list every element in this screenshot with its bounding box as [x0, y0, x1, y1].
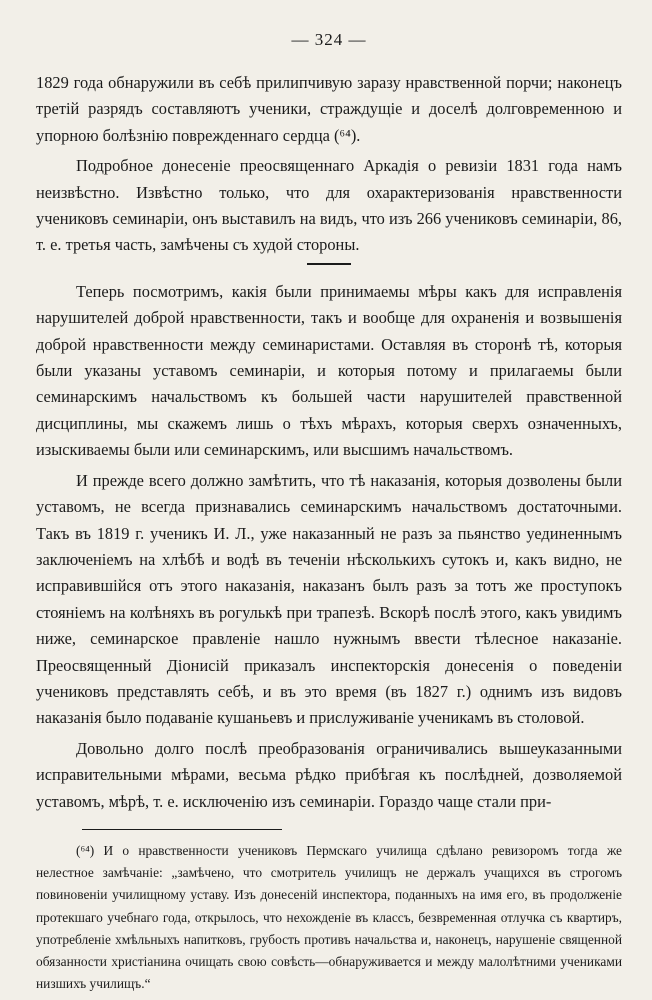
- footnote-64: (⁶⁴) И о нравственности учениковъ Пермскаго училища сдѣлано ревизоромъ тогда же нелестное замѣчаніе: „замѣчено, что смотритель училищъ не держалъ учащихся въ строгомъ повиновеніи училищному уставу. Изъ донесеній инспектора, поданныхъ на имя его, въ продолженіе протекшаго учебнаго года, открылось, что нехожденіе въ классъ, безвременная отлучка съ квартиръ, употребленіе хмѣльныхъ напитковъ, грубость противъ начальства и, наконецъ, нарушеніе священной обязанности христіанина очищать свою совѣсть—обнаруживается и между малолѣтними учениками низшихъ училищъ.“: [36, 842, 622, 992]
- section-divider: [307, 263, 351, 265]
- paragraph-arkady-revision: Подробное донесеніе преосвященнаго Аркадія о ревизіи 1831 года намъ неизвѣстно. Извѣстно только, что для охарактеризованія нравственности учениковъ семинаріи, онъ выставилъ на видъ, что изъ 266 учениковъ семинаріи, 86, т. е. третья часть, замѣчены съ худой стороны.: [36, 156, 622, 255]
- paragraph-punishments: И прежде всего должно замѣтить, что тѣ наказанія, которыя дозволены были уставомъ, не всегда признавались семинарскимъ начальствомъ достаточными. Такъ въ 1819 г. ученикъ И. Л., уже наказанный не разъ за пьянство уединеннымъ заключеніемъ на хлѣбѣ и водѣ въ теченіи нѣсколькихъ сутокъ и, какъ видно, не исправившійся отъ этого наказанія, наказанъ былъ разъ за тотъ же проступокъ стояніемъ на колѣняхъ въ рогулькѣ при трапезѣ. Вскорѣ послѣ этого, какъ увидимъ ниже, семинарское правленіе нашло нужнымъ ввести тѣлесное наказаніе. Преосвященный Діонисій приказалъ инспекторскія донесенія о поведеніи учениковъ представлять себѣ, и въ это время (въ 1827 г.) однимъ изъ видовъ наказанія было подаваніе кушаньевъ и прислуживаніе ученикамъ въ столовой.: [36, 470, 622, 728]
- footnote-divider: [82, 829, 282, 830]
- page-number: — 324 —: [291, 30, 367, 49]
- paragraph-continuation: 1829 года обнаружили въ себѣ прилипчивую заразу нравственной порчи; наконецъ третій разрядъ составляютъ ученики, страждущіе и доселѣ долговременною и упорною болѣзнію поврежденнаго сердца (⁶⁴).: [36, 73, 622, 145]
- paragraph-expulsion: Довольно долго послѣ преобразованія ограничивались вышеуказанными исправительными мѣрами, весьма рѣдко прибѣгая къ послѣдней, дозволяемой уставомъ, мѣрѣ, т. е. исключенію изъ семинаріи. Гораздо чаще стали при-: [36, 738, 622, 811]
- paragraph-measures: Теперь посмотримъ, какія были принимаемы мѣры какъ для исправленія нарушителей доброй нравственности, такъ и вообще для охраненія и возвышенія доброй нравственности между семинаристами. Оставляя въ сторонѣ тѣ, которыя были указаны уставомъ семинаріи, и которыя потому и прилагаемы были семинарскимъ начальствомъ къ большей части нарушителей правственной дисциплины, мы скажемъ лишь о тѣхъ мѣрахъ, которыя сверхъ означенныхъ, изыскиваемы были или семинарскимъ, или высшимъ начальствомъ.: [36, 281, 622, 460]
